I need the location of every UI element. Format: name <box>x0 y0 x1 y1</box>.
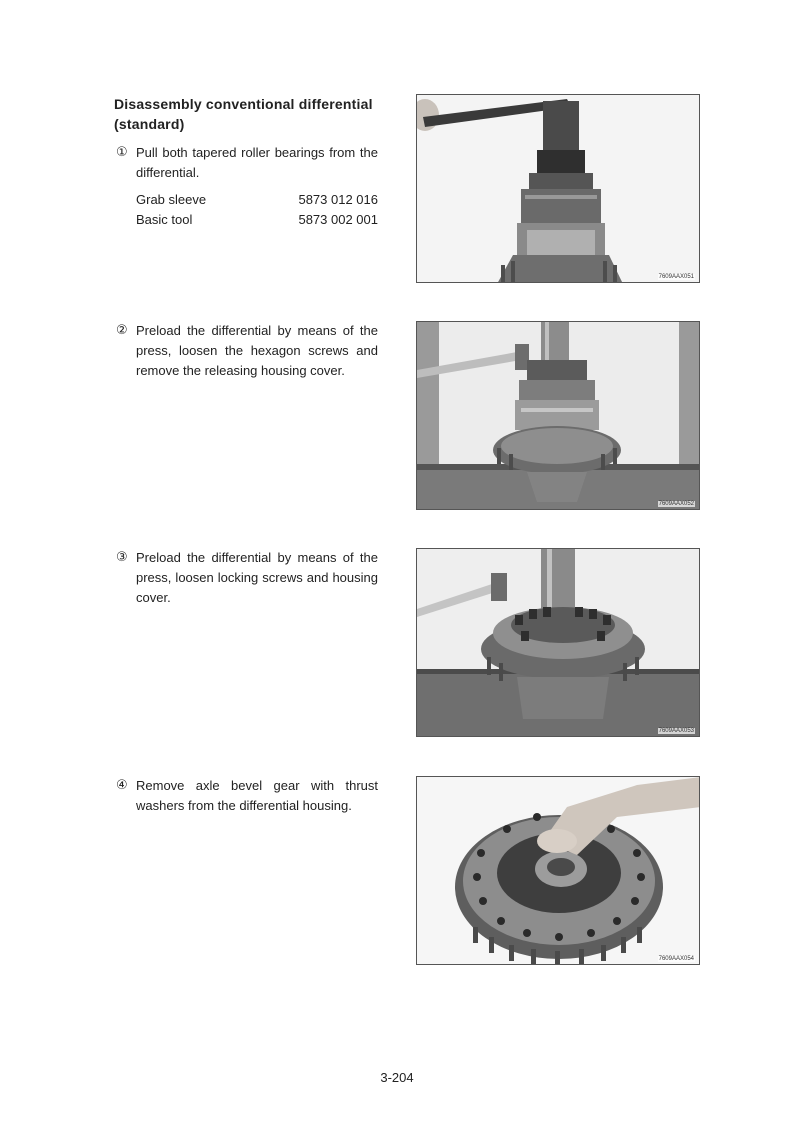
step-4-text: Remove axle bevel gear with thrust washers from the differential housing. <box>136 778 378 813</box>
step-3-number: ③ <box>116 550 128 565</box>
step-2-number: ② <box>116 323 128 338</box>
section-title-line1: Disassembly conventional differential <box>114 96 373 112</box>
locking-screws-photo-icon <box>417 549 700 737</box>
tool-name: Grab sleeve <box>136 192 207 207</box>
tool-row <box>136 190 378 210</box>
photo-bearing-puller <box>416 94 700 283</box>
page-number: 3-204 <box>380 1070 414 1085</box>
photo-locking-screws <box>416 548 700 737</box>
bevel-gear-removal-photo-icon <box>417 777 700 965</box>
step-1-number: ① <box>116 145 128 160</box>
step-3 <box>116 548 378 608</box>
tool-row <box>136 210 378 230</box>
step-3-text: Preload the differential by means of the press, loosen locking screws and housing cover. <box>136 550 378 605</box>
step-2 <box>116 321 378 381</box>
step-1-text: Pull both tapered roller bearings from the differential. <box>136 145 378 180</box>
step-4 <box>116 776 378 816</box>
tool-name: Basic tool <box>136 212 193 227</box>
tool-part-number: 5873 012 016 <box>298 192 378 207</box>
press-housing-cover-photo-icon <box>417 322 700 510</box>
photo-press-housing-cover <box>416 321 700 510</box>
section-title <box>114 94 384 134</box>
step-1 <box>116 143 378 183</box>
tool-part-number: 5873 002 001 <box>298 212 378 227</box>
photo-caption: 7609AAX053 <box>658 728 694 734</box>
step-2-text: Preload the differential by means of the press, loosen the hexagon screws and remove the releasing housing cover. <box>136 323 378 378</box>
tools-table <box>136 190 378 230</box>
photo-bevel-gear-removal <box>416 776 700 965</box>
step-4-number: ④ <box>116 778 128 793</box>
photo-caption: 7609AAX051 <box>658 274 694 280</box>
section-title-line2: (standard) <box>114 116 185 132</box>
photo-caption: 7609AAX052 <box>658 501 694 507</box>
bearing-puller-photo-icon <box>417 95 700 283</box>
photo-caption: 7609AAX054 <box>658 956 694 962</box>
